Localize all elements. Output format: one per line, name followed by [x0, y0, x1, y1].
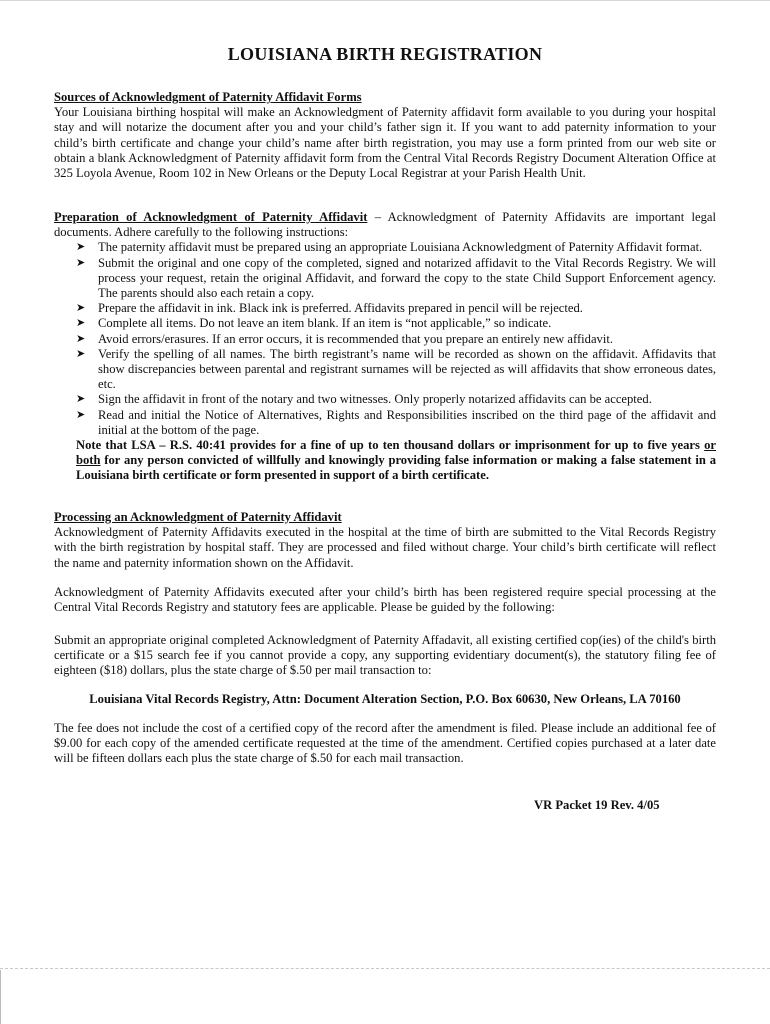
sources-body: Your Louisiana birthing hospital will make an Acknowledgment of Paternity affidavit form available to you during your hospital stay and will notarize the document after you and your child’s father sign it. If you want to add paternity information to your child’s birth certificate and change your child’s name after birth registration, you may use a form printed from our web site or obtain a blank Acknowledgment of Paternity affidavit form from the Central Vital Records Registry Document Alteration Office at 325 Loyola Avenue, Room 102 in New Orleans or the Deputy Local Registrar at your Parish Health Unit. [54, 105, 716, 181]
sources-section [54, 90, 716, 181]
instruction-text: Submit the original and one copy of the completed, signed and notarized affidavit to the Vital Records Registry. We will process your request, retain the original Affidavit, and forward the copy to the state Child Support Enforcement agency. The parents should also each retain a copy. [98, 255, 716, 301]
instruction-item [54, 332, 716, 347]
instruction-text: Prepare the affidavit in ink. Black ink is preferred. Affidavits prepared in pencil will be rejected. [98, 301, 583, 316]
arrow-bullet-icon: ➤ [76, 347, 86, 360]
processing-para-1: Acknowledgment of Paternity Affidavits executed in the hospital at the time of birth are submitted to the Vital Records Registry with the birth registration by hospital staff. They are processed and filed without charge. Your child’s birth certificate will reflect the name and paternity information shown on the Affidavit. [54, 525, 716, 570]
scan-edge-left [0, 970, 1, 1024]
legal-note [54, 438, 716, 484]
preparation-heading: Preparation of Acknowledgment of Paternity Affidavit [54, 210, 368, 224]
form-revision-footer: VR Packet 19 Rev. 4/05 [534, 798, 660, 812]
instruction-text: Sign the affidavit in front of the notary and two witnesses. Only properly notarized affidavits can be accepted. [98, 392, 652, 407]
instruction-item [54, 408, 716, 438]
preparation-intro: – Acknowledgment of Paternity Affidavits are important legal documents. Adhere carefully to the following instructions: [54, 210, 716, 240]
instruction-text: Read and initial the Notice of Alternatives, Rights and Responsibilities inscribed on the third page of the affidavit and initial at the bottom of the page. [98, 407, 716, 437]
arrow-bullet-icon: ➤ [76, 332, 86, 345]
processing-section [54, 510, 716, 571]
page-title: LOUISIANA BIRTH REGISTRATION [227, 44, 543, 64]
scan-edge-bottom [0, 968, 770, 970]
arrow-bullet-icon: ➤ [76, 241, 86, 254]
instruction-text: The paternity affidavit must be prepared using an appropriate Louisiana Acknowledgment of Paternity Affidavit format. [98, 240, 703, 255]
processing-heading: Processing an Acknowledgment of Paternity Affidavit [54, 510, 342, 524]
instruction-item [54, 316, 716, 331]
processing-para-2: Acknowledgment of Paternity Affidavits executed after your child’s birth has been registered require special processing at the Central Vital Records Registry and statutory fees are applicable. Please be guided by the following: [54, 585, 716, 615]
instruction-item [54, 347, 716, 393]
instruction-item [54, 301, 716, 316]
processing-para-3: Submit an appropriate original completed Acknowledgment of Paternity Affadavit, all existing certified cop(ies) of the child's birth certificate or a $15 search fee if you cannot provide a copy, any supporting evidentiary document(s), the statutory filing fee of eighteen ($18) dollars, plus the state charge of $.50 per mail transaction to: [54, 633, 716, 678]
instruction-text: Verify the spelling of all names. The birth registrant’s name will be recorded as shown on the affidavit. Affidavits that show discrepancies between parental and registrant surnames will be rejected as will affidavits that show erroneous dates, etc. [98, 346, 716, 392]
arrow-bullet-icon: ➤ [76, 256, 86, 269]
arrow-bullet-icon: ➤ [76, 302, 86, 315]
sources-heading: Sources of Acknowledgment of Paternity Affidavit Forms [54, 90, 362, 104]
preparation-intro-paragraph [54, 210, 716, 240]
legal-note-part2: for any person convicted of willfully and knowingly providing false information or making a false statement in a Louisiana birth certificate or form presented in support of a birth certificate. [76, 453, 716, 483]
instruction-text: Complete all items. Do not leave an item blank. If an item is “not applicable,” so indicate. [98, 316, 552, 331]
mailing-address: Louisiana Vital Records Registry, Attn: Document Alteration Section, P.O. Box 60630, New Orleans, LA 70160 [89, 692, 681, 706]
legal-note-or-both: or both [76, 438, 716, 468]
arrow-bullet-icon: ➤ [76, 408, 86, 421]
processing-para-4: The fee does not include the cost of a certified copy of the record after the amendment is filed. Please include an additional fee of $9.00 for each copy of the amended certificate requested at the time of the amendment. Certified copies purchased at a later date will be fifteen dollars each plus the state charge of $.50 for each mail transaction. [54, 721, 716, 766]
legal-note-part1: Note that LSA – R.S. 40:41 provides for a fine of up to ten thousand dollars or imprisonment for up to five years [76, 438, 705, 453]
instruction-item [54, 240, 716, 255]
instruction-text: Avoid errors/erasures. If an error occurs, it is recommended that you prepare an entirely new affidavit. [98, 331, 613, 346]
preparation-section [54, 210, 716, 484]
arrow-bullet-icon: ➤ [76, 393, 86, 406]
instruction-item [54, 256, 716, 302]
arrow-bullet-icon: ➤ [76, 317, 86, 330]
instruction-item [54, 392, 716, 407]
instruction-list [54, 240, 716, 438]
scan-edge-top [0, 0, 770, 1]
